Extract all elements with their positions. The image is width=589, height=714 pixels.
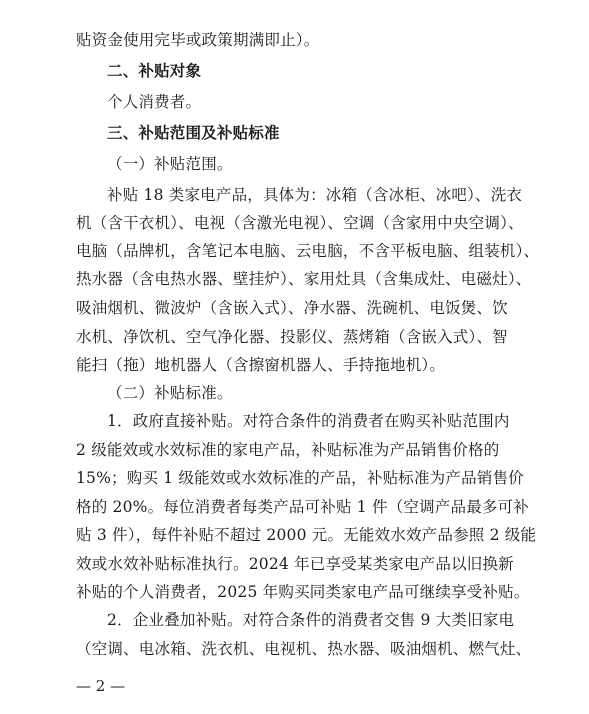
- text-line: 格的 20%。每位消费者每类产品可补贴 1 件（空调产品最多可补: [76, 498, 529, 516]
- text-line: 热水器（含电热水器、壁挂炉）、家用灶具（含集成灶、电磁灶）、: [76, 270, 532, 288]
- text-line: 机（含干衣机）、电视（含激光电视）、空调（含家用中央空调）、: [76, 214, 524, 232]
- text-line: 补贴 18 类家电产品，具体为：冰箱（含冰柜、冰吧）、洗衣: [107, 186, 523, 204]
- subsection-heading: （二）补贴标准。: [107, 384, 233, 402]
- section-heading: 三、补贴范围及补贴标准: [107, 123, 280, 142]
- text-line: 水机、净饮机、空气净化器、投影仪、蒸烤箱（含嵌入式）、智: [76, 328, 508, 346]
- text-line: 15%；购买 1 级能效或水效标准的产品，补贴标准为产品销售价: [76, 469, 524, 487]
- text-line: 1．政府直接补贴。对符合条件的消费者在购买补贴范围内: [107, 412, 510, 430]
- text-line: 效或水效补贴标准执行。2024 年已享受某类家电产品以旧换新: [76, 555, 514, 573]
- text-line: （空调、电冰箱、洗衣机、电视机、热水器、吸油烟机、燃气灶、: [76, 640, 532, 658]
- text-line: 贴资金使用完毕或政策期满即止）。: [76, 31, 320, 49]
- text-line: 个人消费者。: [107, 93, 202, 111]
- text-line: 能扫（拖）地机器人（含擦窗机器人、手持拖地机）。: [76, 356, 446, 374]
- text-line: 电脑（品牌机，含笔记本电脑、云电脑，不含平板电脑、组装机）、: [76, 242, 540, 260]
- text-line: 补贴的个人消费者，2025 年购买同类家电产品可继续享受补贴。: [76, 583, 530, 601]
- section-heading: 二、补贴对象: [107, 61, 202, 80]
- page-number: — 2 —: [76, 677, 126, 695]
- text-line: 贴 3 件），每件补贴不超过 2000 元。无能效水效产品参照 2 级能: [76, 526, 537, 544]
- text-line: 吸油烟机、微波炉（含嵌入式）、净水器、洗碗机、电饭煲、饮: [76, 299, 508, 317]
- text-line: 2．企业叠加补贴。对符合条件的消费者交售 9 大类旧家电: [107, 611, 515, 629]
- subsection-heading: （一）补贴范围。: [107, 155, 233, 173]
- text-line: 2 级能效或水效标准的家电产品，补贴标准为产品销售价格的: [76, 441, 500, 459]
